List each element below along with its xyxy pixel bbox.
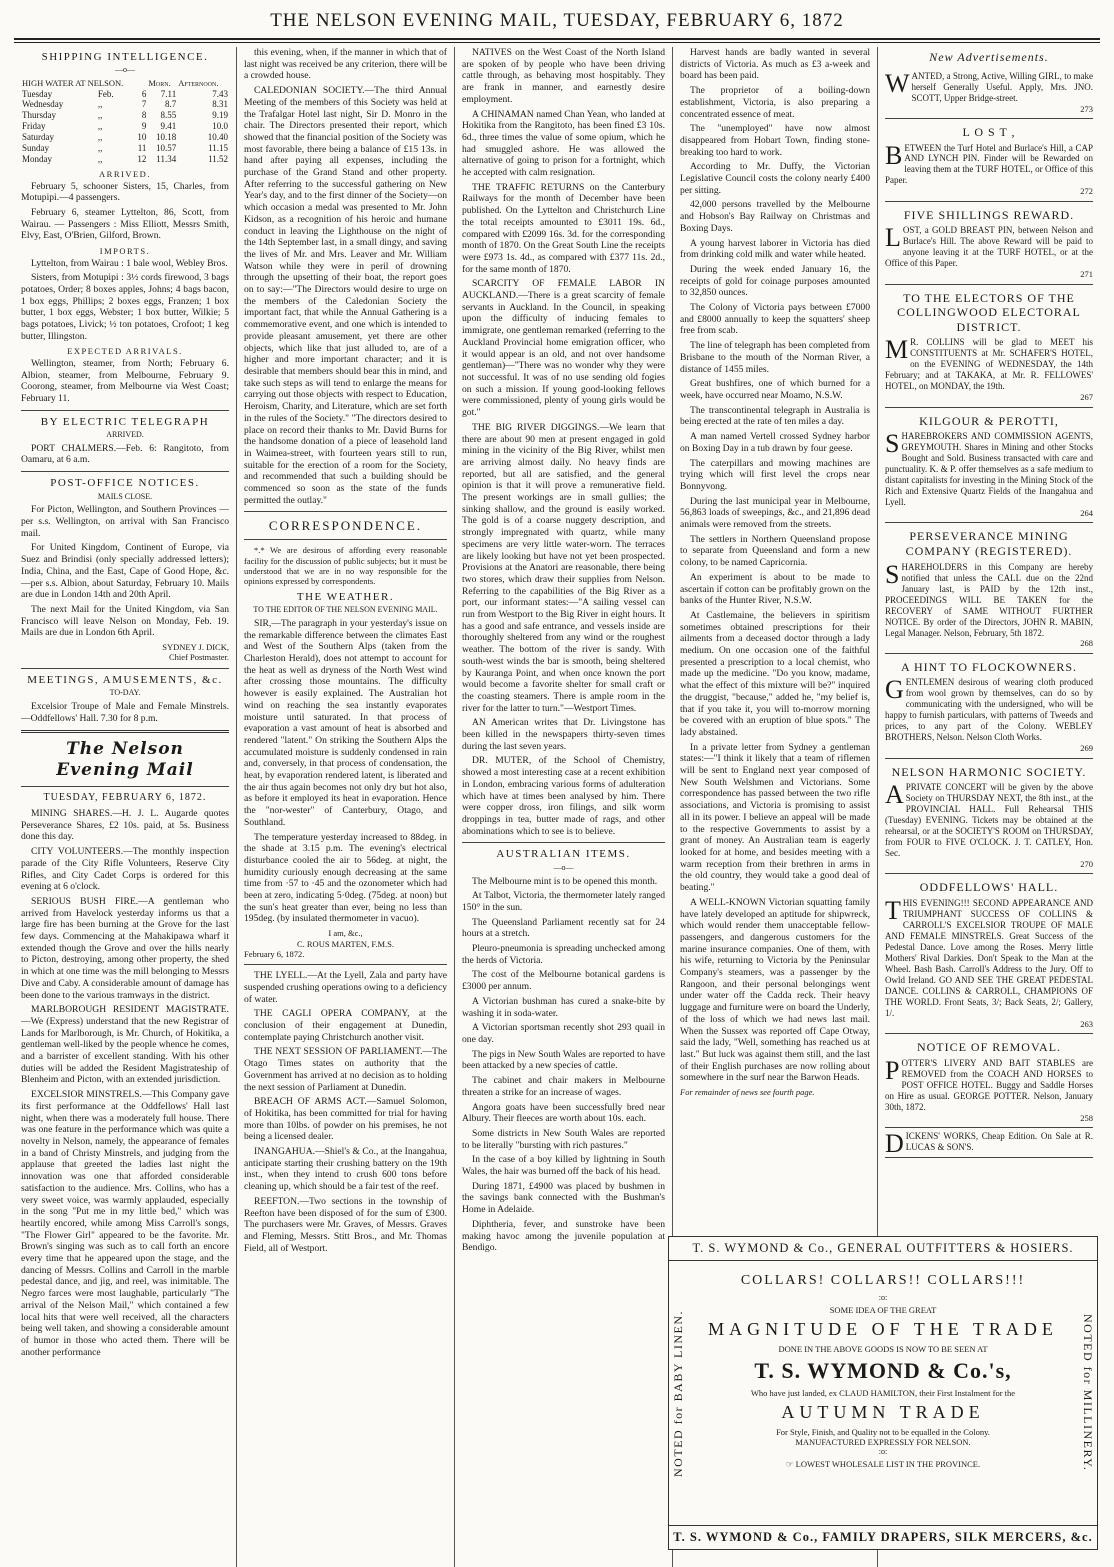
news-paragraph: The line of telegraph has been completed from Brisbane to the mouth of the Norman River, a distance of 1455 miles. (680, 340, 870, 375)
tide-cell: 8 (141, 110, 147, 121)
news-paragraph: The caterpillars and mowing machines are trying which will first level the crops near Bonnyvong. (680, 457, 870, 492)
letter-paragraph: The temperature yesterday increased to 88deg. in the shade at 3.15 p.m. The evening's electrical disturbance cooled the air to 56deg. at night, the humidity curiously enough decreasing at the same time from ·57 to ·45 and the ozonometer which had been at zero, indicating 5·0deg. (75deg. at noon) but the sun's heat greater than ever, being no less than 195deg. (by insulated thermometer in vacuo). (244, 831, 447, 925)
news-paragraph: At Castlemaine, the believers in spiritism sometimes obtained prescriptions for their ailments from a deceased doctor through a lady medium. On one occasion one of the faithful presented a prescription to a local chemist, who made up the medicine. "Do you know, madame, what the effect of this mixture will be?" inquired the druggist, "because," added he, "my belief is, that if you take it, you will to-morrow morning be covered with an eruption of blue spots." The lady abstained. (680, 609, 870, 738)
australian-item: At Talbot, Victoria, the thermometer lately ranged 150° in the sun. (462, 890, 665, 913)
tide-cell: ,, (97, 110, 103, 121)
advertisement-title: FIVE SHILLINGS REWARD. (903, 207, 1075, 222)
col3-articles (462, 47, 665, 837)
news-paragraph: A young harvest laborer in Victoria has died from drinking cold milk and water while heated. (680, 237, 870, 261)
post-notice: The next Mail for the United Kingdom, via San Francisco will leave Nelson on Monday, Feb. 19. Mails are due in London 6th April. (21, 603, 229, 639)
tide-row (21, 143, 229, 154)
col1-articles (21, 808, 229, 1358)
post-notice: For Picton, Wellington, and Southern Provinces —per s.s. Wellington, on arrival with San Francisco mail. (21, 504, 229, 539)
advertisement-number: 273 (1080, 103, 1093, 114)
news-paragraph: NATIVES on the West Coast of the North Island are spoken of by people who have been driving cattle through, as behaving most hospitably. They are frank in manner, and earnestly desire employment. (462, 47, 665, 105)
tide-cell: 7.43 (212, 88, 228, 99)
australian-item: A Victorian bushman has cured a snake-bite by washing it in soda-water. (462, 995, 665, 1019)
australian-item: A Victorian sportsman recently shot 293 quail in one day. (462, 1022, 665, 1045)
advertisement-title: NELSON HARMONIC SOCIETY. (891, 764, 1087, 779)
new-advertisements-heading: New Advertisements. (929, 50, 1049, 64)
news-paragraph: this evening, when, if the manner in which that of last night was received be any criterion, there will be a crowded house. (244, 47, 447, 82)
news-paragraph: In a private letter from Sydney a gentleman states:—"I think it likely that a team of riflemen will be sent to England next year composed of New South Welshmen and Victorians. Some correspondence has passed between the two rifle associations, and Victoria is promising to assist all in its power. I believe an appeal will be made to the respective Governments to assist by a grant of money. An Australian team is eagerly looked for at home, and besides meeting with a warm reception from their brethren in arms in the old country, they would take a good deal of beating." (680, 741, 870, 894)
news-paragraph: THE NEXT SESSION OF PARLIAMENT.—The Otago Times states on authority that the Government has arrived at no decision as to holding the next session of Parliament at Dunedin. (244, 1046, 447, 1093)
tide-header-cell: Morn. (148, 78, 171, 89)
tide-cell: 10.18 (155, 132, 177, 143)
news-paragraph: The Colony of Victoria pays between £7000 and £8000 annually to keep the squatters' sheep free from scab. (680, 302, 870, 337)
meetings-sub: TO-DAY. (109, 688, 141, 698)
advertisement (885, 1034, 1093, 1128)
advertisement (885, 523, 1093, 653)
advertisement-text: ETWEEN the Turf Hotel and Burlace's Hill, a CAP AND LYNCH PIN. Finder will be Rewarded on leaving them at the TURF HOTEL, or Office of this Paper. (885, 142, 1093, 186)
banner-idea: SOME IDEA OF THE GREAT (829, 1305, 937, 1315)
advertisement-body (885, 337, 1093, 392)
shipping-heading: SHIPPING INTELLIGENCE. (41, 51, 209, 63)
telegraph-text: PORT CHALMERS.—Feb. 6: Rangitoto, from Oamaru, at 6 a.m. (21, 442, 229, 466)
advertisement-title: TO THE ELECTORS OF THE COLLINGWOOD ELECTORAL DISTRICT. (897, 290, 1081, 334)
news-paragraph: An experiment is about to be made to ascertain if cotton can be profitably grown on the banks of the Hunter River, N.S.W. (680, 571, 870, 607)
import-entry: Sisters, from Motupipi : 3½ cords firewood, 3 bags potatoes, Order; 8 boxes apples, Johns; 4 bags bacon, 1 box eggs, Phillips; 2 boxes eggs, Franzen; 1 box butter, 1 box eggs, Webster; 1 box butter, Wilkie; 5 bags potatoes, Livick; ½ ton potatoes, Crofoot; 1 keg butter, Illingston. (21, 272, 229, 342)
advertisement-dropcap: A (885, 780, 904, 810)
tide-cell: Monday (22, 154, 52, 165)
banner-done: DONE IN THE ABOVE GOODS IS NOW TO BE SEEN AT (778, 1344, 988, 1354)
tide-cell: 10 (137, 132, 147, 143)
australian-item: In the case of a boy killed by lightning in South Wales, the hair was burned off the back of his head. (462, 1154, 665, 1178)
letter-paragraph: SIR,—The paragraph in your yesterday's issue on the remarkable difference between the climates East and West of the Southern Alps (taken from the Charleston Herald), does not attempt to account for the heat as well as dryness of the North West wind after crossing those mountains. The difficulty however is easily explained. The Australian hot wind on reaching the sea instantly evaporates moisture until saturated. In that process of evaporation a vast amount of heat is absorbed and rendered "latent." On striking the Southern Alps the accumulated moisture is suddenly condensed in rain and, conversely, in that process of condensation, the heat, by evaporation rendered latent, is liberated and the air thus again becomes not only dry but hot also, as before it employed its heat in evaporation. Hence the "nor-wester" of Canterbury, Otago, and Southland. (244, 617, 447, 828)
advertisement-dropcap: S (885, 559, 900, 589)
weather-to: TO THE EDITOR OF THE NELSON EVENING MAIL. (253, 605, 438, 615)
arrived-entry: February 6, steamer Lyttelton, 86, Scott, from Wairau. — Passengers : Miss Elliott, Messrs Smith, Elvy, East, O'Brien, Gilford, Brown. (21, 207, 229, 242)
advertisement-dropcap: B (885, 140, 903, 170)
tide-header-cell: Afternoon. (178, 78, 219, 89)
column-1: SHIPPING INTELLIGENCE. —o— HIGH WATER AT NELSON. Morn. Afternoon. Tuesday Feb. 6 7.11 7.43 Wednesday ,, 7 8.7 8.31 Thursday ,, 8 8.55 9.19 Friday ,, 9 9.41 10.0 Saturday ,, 10 10.18 10.40 Sunday ,, 11 10.57 11.15 Monday ,, 12 11.34 11.52 ARRIVED. February 5, schooner Sisters, 15, Charles, from Motupipi.—4 passengers. February 6, steamer Lyttelton, 86, Scott, from Wairau. — Passengers : Miss Elliott, Messrs Smith, Elvy, East, O'Brien, Gilford, Brown. IMPORTS. Lyttelton, from Wairau : 1 bale wool, Webley Bros. Sisters, from Motupipi : 3½ cords firewood, 3 bags potatoes, Order; 8 boxes apples, Johns; 4 bags bacon, 1 box eggs, Phillips; 2 boxes eggs, Franzen; 1 box butter, 1 box eggs, Webster; 1 box butter, Wilkie; 5 bags potatoes, Livick; ½ ton potatoes, Crofoot; 1 keg butter, Illingston. EXPECTED ARRIVALS. Wellington, steamer, from North; February 6. Albion, steamer, from Melbourne, February 9. Coorong, steamer, from Melbourne via West Coast; February 11. BY ELECTRIC TELEGRAPH ARRIVED. PORT CHALMERS.—Feb. 6: Rangitoto, from Oamaru, at 6 a.m. POST-OFFICE NOTICES. MAILS CLOSE. For Picton, Wellington, and Southern Provinces —per s.s. Wellington, on arrival with San Francisco mail. For United Kingdom, Continent of Europe, via Suez and Brindisi (only specially addressed letters); India, China, and the East, Cape of Good Hope, &c.—per s.s. Albion, about Saturday, February 10. Mails are due in London 14th and 20th April. The next Mail for the United Kingdom, via San Francisco will leave Nelson on Monday, Feb. 19. Mails are due in London 6th April. SYDNEY J. DICK, Chief Postmaster. MEETINGS, AMUSEMENTS, &c. TO-DAY. Excelsior Troupe of Male and Female Minstrels. —Oddfellows' Hall. 7.30 for 8 p.m. The Nelson Evening Mail TUESDAY, FEBRUARY 6, 1872. MINING SHARES.—H. J. L. Augarde quotes Perseverance Shares, £2 10s. paid, at 5s. Business done this day. CITY VOLUNTEERS.—The monthly inspection parade of the City Rifle Volunteers, Reserve City Rifles, and City Cadet Corps is ordered for this evening at 6 o'clock. SERIOUS BUSH FIRE.—A gentleman who arrived from Havelock yesterday informs us that a large fire has been burning at the Grove for the last few days. Commencing at the Mahakipawa wharf it extended though the Grove and over the hills nearly to Picton, destroying, among other property, the shed in which at one time was the mill belonging to Messrs Dive and Caby. A considerable amount of damage has been done to the various tramways in the district. MARLBOROUGH RESIDENT MAGISTRATE.—We (Express) understand that the new Registrar of Lands for Marlborough, is Mr. Church, of Hokitika, a gentleman well-liked by the people whence he comes, and a barrister of excellent standing. With his other duties will be added the Resident Magistrateship of Blenheim and Picton, with an extended jurisdiction. EXCELSIOR MINSTRELS.—This Company gave its first performance at the Oddfellows' Hall last night, when there was a moderately full house. There was one feature in the performance which was quite a novelty in Nelson, namely, the appearance of females in a band of Christy Minstrels, and judging from the applause that greeted the ladies last night the innovation was one that afforded considerable satisfaction to the audience. Mrs. Collins, who has a very sweet voice, was warmly applauded, especially in the song "Put me in my little bed," which was heartily encored, while among Miss Carroll's songs, "The Flower Girl" appeared to be the favorite. Mr. Brown's singing was such as to call forth an encore every time that he appeared upon the stage, and the dancing of Messrs. Collins and Carroll in the marble pedestal dance, and jig, and reel, was inimitable. The Negro farces were most laughable, particularly "The arrival of the Nelson Mail," which contained a few local hits that were well received, all the characters being well taken, and showing a considerable amount of humor in those who acted them. There will be another performance (14, 47, 237, 1567)
banner-body: COLLARS! COLLARS!! COLLARS!!! :o: SOME IDEA OF THE GREAT MAGNITUDE OF THE TRADE DONE IN THE ABOVE GOODS IS NOW TO BE SEEN AT T. S. WYMOND & Co.'s, Who have just landed, ex CLAUD HAMILTON, their First Instalment for the AUTUMN TRADE For Style, Finish, and Quality not to be equalled in the Colony. MANUFACTURED EXPRESSLY FOR NELSON. :o: ☞ LOWEST WHOLESALE LIST IN THE PROVINCE. (703, 1269, 1063, 1470)
advertisement-number: 258 (1080, 1112, 1093, 1123)
tide-cell: 10.0 (212, 121, 228, 132)
advertisements (885, 68, 1093, 1158)
australian-item: The cost of the Melbourne botanical gardens is £3000 per annum. (462, 969, 665, 993)
australian-items (462, 876, 665, 1254)
tide-cell: Tuesday (22, 88, 53, 99)
tide-cell: 6 (141, 88, 147, 99)
advertisement-dropcap: L (885, 223, 901, 253)
australian-item: Some districts in New South Wales are reported to be literally "bursting with rich pastures." (462, 1127, 665, 1151)
letter-date: February 6, 1872. (244, 948, 305, 959)
tide-cell: ,, (97, 132, 103, 143)
advertisement-text: ANTED, a Strong, Active, Willing GIRL, to make herself Generally Useful. Apply, Mrs. JNO. SCOTT, Upper Bridge-street. (911, 70, 1093, 103)
news-paragraph: CALEDONIAN SOCIETY.—The third Annual Meeting of the members of this Society was held at the Trafalgar Hotel last night, Sir D. Monro in the chair. The Directors presented their report, which showed that the financial position of the Society was most favorable, there being a balance of £15 13s. in hand after paying all expenses, including the purchase of the Grand Stand and other property. After referring to the successful gathering on New Year's day, and to the first dinner of the Society—on which occasion a medal was presented to Mr. John Kidson, as a recognition of his heroic and humane conduct in leaving the Lighthouse on the night of the 14th September last, in a small dingy, and saving the lives of Mr. and Mrs. Leaver and Mr. William Watson while they were in peril of drowning through the upsetting of their boat, the report goes on to say:—"The Directors would desire to urge on the members of the Caledonian Society the important fact, that while the Annual Gathering is a commemorative event, and one which is intended to provide pleasant amusement, yet there are other objects, which like that just alluded to, are of a higher and more important character; and it is desirable that members should bear this in mind, and take such steps as will tend to enlarge the means for carrying out those objects with respect to Education, Heroism, Charity, and Literature, which are set forth in the rules of the Society." "The directors desired to place on record their thanks to Mr. David Burns for the handsome donation of a piece of leasehold land in Waimea-street, with fourteen years still to run, suitable for the erection of a room for the Society, and recommended that such a building should be commenced so soon as the state of the funds permitted the outlay." (244, 85, 447, 506)
australian-item: The Queensland Parliament recently sat for 24 hours at a stretch. (462, 916, 665, 940)
australian-heading: AUSTRALIAN ITEMS. (496, 848, 631, 861)
news-paragraph: A WELL-KNOWN Victorian squatting family have lately developed an aptitude for shipwreck, which would render them unacceptable fellow-passengers, and dangerous customers for the marine insurance companies. One of them, with his wife, returning to Victoria by the Peninsular Company's steamers, was a passenger by the Rangoon, and their personal belongings went under water off the Cadda reck. Their heavy luggage and furniture were on board the Underly, of the loss of which we had news last mail. When the Sussex was reported off Cape Otway, said the lady, "Well, something has reached us at last." But luck was against them still, and the last of their English purchases are now rolling about somewhere in the surf near the Barwon Heads. (680, 896, 870, 1084)
news-paragraph: The settlers in Northern Queensland propose to separate from Queensland and form a new colony, to be named Capricornia. (680, 533, 870, 569)
news-paragraph: THE BIG RIVER DIGGINGS.—We learn that there are about 90 men at present engaged in gold mining in the vicinity of the Big River, whilst men are arriving almost daily. No heavy finds are reported, but all are satisfied, and the general opinion is that it will prove a remunerative field. The present workings are in small gullies; the sinking shallow, and the ground is easily worked. The gold is of a coarse nuggety description, and strongly impregnated with quartz, while many specimens are very little water-worn. The terraces are likely looking but have not yet been prospected. Provisions at the Anatori are reasonable, there being two stores, which draw their supplies from Nelson. Referring to the capabilities of the Big River as a port, our informant states:—"A sailing vessel can run from Westport to the Big River in eight hours. It has a good and safe entrance, and vessels inside are thoroughly sheltered from any wind or the roughest weather. The bottom of the river is sandy. With south-west winds the bar is smooth, being sheltered by Kauranga Point, and when once known the port would become a favorite shelter for small craft or the coasting steamers. There is ample room in the river for the latter to turn."—Westport Times. (462, 421, 665, 714)
advertisement-text: ENTLEMEN desirous of wearing cloth produced from wool grown by themselves, can do so by communicating with the undersigned, who will be happy to furnish particulars, with patterns of Tweeds and prices, to any part of the Colony. WEBLEY BROTHERS, Nelson. Nelson Cloth Works. (885, 677, 1093, 743)
advertisement-body (885, 140, 1093, 187)
weather-letter (244, 618, 447, 925)
advertisement-body (885, 225, 1093, 269)
letter-sign-1: I am, &c., (328, 928, 363, 939)
tide-cell: 8.55 (160, 110, 177, 121)
letter-sign-2: C. ROUS MARTEN, F.M.S. (296, 938, 395, 949)
advertisement (885, 874, 1093, 1034)
tide-cell: 11.52 (208, 154, 228, 165)
tide-row (21, 110, 229, 121)
news-paragraph: The transcontinental telegraph in Australia is being erected at the rate of ten miles a day. (680, 404, 870, 428)
advertisement-body (885, 1128, 1093, 1158)
news-paragraph: MARLBOROUGH RESIDENT MAGISTRATE.—We (Express) understand that the new Registrar of Lands for Marlborough, is Mr. Church, of Hokitika, a gentleman well-liked by the people whence he comes, and a barrister of excellent standing. With his other duties will be added the Resident Magistrateship of Blenheim and Picton, with an extended jurisdiction. (21, 1004, 229, 1086)
tide-cell: Thursday (22, 110, 56, 121)
advertisement-text: OST, a GOLD BREAST PIN, between Nelson and Burlace's Hill. The above Reward will be paid to anyone leaving it at the TURF HOTEL, or at the Office of this Paper. (885, 225, 1093, 269)
advertisement-body (885, 782, 1093, 859)
paper-title: The Nelson Evening Mail (56, 739, 194, 781)
col2-articles-bottom (244, 970, 447, 1254)
expected-arrivals: Wellington, steamer, from North; February 6. Albion, steamer, from Melbourne, February 9. Coorong, steamer, from Melbourne via West Coast; February 11. (21, 357, 229, 404)
col4-articles (680, 47, 870, 1084)
arrived-list (21, 181, 229, 243)
tide-cell: 10.40 (207, 132, 228, 143)
australian-item: The pigs in New South Wales are reported to have been attacked by a new species of cattle. (462, 1048, 665, 1072)
advertisement (885, 759, 1093, 875)
advertisement-body (885, 677, 1093, 743)
banner-manufactured: MANUFACTURED EXPRESSLY FOR NELSON. (795, 1437, 971, 1447)
news-paragraph: THE CAGLI OPERA COMPANY, at the conclusion of their engagement at Dunedin, contemplate paying Christchurch another visit. (244, 1008, 447, 1043)
advertisement-text: HAREHOLDERS in this Company are hereby notified that unless the CALL due on the 22nd January last, is PAID by the 12th inst., PROCEEDINGS WILL BE TAKEN for the RECOVERY of SAME WITHOUT FURTHER NOTICE. By order of the Directors, JOHN R. MABIN, Legal Manager. Nelson, February, 5th 1872. (885, 561, 1093, 638)
telegraph-sub: ARRIVED. (106, 430, 144, 440)
news-paragraph: SCARCITY OF FEMALE LABOR IN AUCKLAND.—There is a great scarcity of female servants in Auckland. In the Council, in speaking upon the difficulty of inducing females to immigrate, one gentleman remarked (referring to the Auckland Provincial home emigration officer, who it would appear is an old, and not over handsome gentleman)—"There was no wonder why they were not successful. It was of no use sending old fogies on such a mission. If young good-looking fellows were commissioned, plenty of young girls would be got." (462, 278, 665, 419)
news-paragraph: A man named Vertell crossed Sydney harbor on Boxing Day in a tub drawn by four geese. (680, 431, 870, 454)
news-paragraph: REEFTON.—Two sections in the township of Reefton have been disposed of for the sum of £300. The purchasers were Mr. Graves, of Messrs. Graves and Fleming, Messrs. Stitt Bros., and Mr. Thomas Field, all of Westport. (244, 1195, 447, 1254)
tide-cell: ,, (97, 143, 103, 154)
news-paragraph: During the last municipal year in Melbourne, 56,863 loads of sweepings, &c., and 21,896 dead animals were removed from the streets. (680, 495, 870, 531)
tide-cell: ,, (97, 99, 103, 110)
wymond-banner-ad (668, 1236, 1098, 1550)
australian-item: Diphtheria, fever, and sunstroke have been making havoc among the juvenile population at Bendigo. (462, 1218, 665, 1254)
tide-cell: Sunday (22, 143, 49, 154)
australian-item: Pleuro-pneumonia is spreading unchecked among the herds of Victoria. (462, 943, 665, 966)
meetings-heading: MEETINGS, AMUSEMENTS, &c. (27, 673, 223, 686)
banner-right-side: NOTED for MILLINERY. (1081, 1314, 1095, 1472)
tide-cell: 7.11 (160, 88, 177, 99)
news-paragraph: MINING SHARES.—H. J. L. Augarde quotes Perseverance Shares, £2 10s. paid, at 5s. Business done this day. (21, 808, 229, 843)
column-3: NATIVES on the West Coast of the North Island are spoken of by people who have been driving cattle through, as behaving most hospitably. They are frank in manner, and earnestly desire employment. A CHINAMAN named Chan Yean, who landed at Hokitika from the Rangitoto, has been fined £3 10s. 6d., three times the value of some opium, which he had smuggled ashore. He was allowed the alternative of going to prison for a fortnight, which he accepted with calm resignation. THE TRAFFIC RETURNS on the Canterbury Railways for the month of December have been published. On the Lyttelton and Christchurch Line the total receipts amounted to £3011 19s. 6d., compared with £2099 16s. 3d. for the corresponding month of 1870. On the Great South Line the receipts were £973 1s. 4d., as compared with £377 11s. 2d., for the same month of 1870. SCARCITY OF FEMALE LABOR IN AUCKLAND.—There is a great scarcity of female servants in Auckland. In the Council, in speaking upon the difficulty of inducing females to immigrate, one gentleman remarked (referring to the Auckland Provincial home emigration officer, who it would appear is an old, and not over handsome gentleman)—"There was no wonder why they were not successful. It was of no use sending old fogies on such a mission. If young good-looking fellows were commissioned, plenty of young girls would be got." THE BIG RIVER DIGGINGS.—We learn that there are about 90 men at present engaged in gold mining in the vicinity of the Big River, whilst men are arriving almost daily. No heavy finds are reported, but all are satisfied, and the general opinion is that it will prove a remunerative field. The present workings are in small gullies; the sinking shallow, and the ground is easily worked. The gold is of a coarse nuggety description, and strongly impregnated with quartz, while many specimens are very little water-worn. The terraces are likely looking but have not yet been prospected. Provisions at the Anatori are reasonable, there being two stores, which draw their supplies from Nelson. Referring to the capabilities of the Big River as a port, our informant states:—"A sailing vessel can run from Westport to the Big River in eight hours. It has a good and safe entrance, and vessels inside are thoroughly sheltered from any wind or the roughest weather. The bottom of the river is sandy. With south-west winds the bar is smooth, being sheltered by Kauranga Point, and when once known the port would become a favorite shelter for small craft or the coasting steamers. There is ample room in the river for the latter to turn."—Westport Times. AN American writes that Dr. Livingstone has been killed in the newspapers thirty-seven times during the last seven years. DR. MUTER, of the School of Chemistry, showed a most interesting case at a recent exhibition in London, embracing various forms of adulteration which have at times been analysed by him. There were copper dross, iron filings, and silk worm droppings in tea, butter made of rags, and other abominations which to see is to believe. AUSTRALIAN ITEMS. —o— The Melbourne mint is to be opened this month. At Talbot, Victoria, the thermometer lately ranged 150° in the sun. The Queensland Parliament recently sat for 24 hours at a stretch. Pleuro-pneumonia is spreading unchecked among the herds of Victoria. The cost of the Melbourne botanical gardens is £3000 per annum. A Victorian bushman has cured a snake-bite by washing it in soda-water. A Victorian sportsman recently shot 293 quail in one day. The pigs in New South Wales are reported to have been attacked by a new species of cattle. The cabinet and chair makers in Melbourne threaten a strike for an increase of wages. Angora goats have been successfully bred near Albury. Their fleeces are worth about 10s. each. Some districts in New South Wales are reported to be literally "bursting with rich pastures." In the case of a boy killed by lightning in South Wales, the hair was burned off the back of his head. During 1871, £4900 was placed by bushmen in the savings bank connected with the Bushman's Home in Adelaide. Diphtheria, fever, and sunstroke have been making havoc among the juvenile population at Bendigo. (455, 47, 673, 1567)
tide-cell: 11.15 (208, 143, 228, 154)
footnote: For remainder of news see fourth page. (680, 1087, 815, 1098)
news-paragraph: According to Mr. Duffy, the Victorian Legislative Council costs the colony nearly £400 per sitting. (680, 161, 870, 196)
advertisement-title: NOTICE OF REMOVAL. (916, 1040, 1062, 1055)
news-paragraph: EXCELSIOR MINSTRELS.—This Company gave its first performance at the Oddfellows' Hall last night, when there was a moderately full house. There was one feature in the performance which was quite a novelty in Nelson, namely, the appearance of females in a band of Christy Minstrels, and judging from the applause that greeted the ladies last night the innovation was one that afforded considerable satisfaction to the audience. Mrs. Collins, who has a very sweet voice, was warmly applauded, especially in the song "Put me in my little bed," which was heartily encored, while among Miss Carroll's songs, "The Flower Girl" appeared to be the favorite. Mr. Brown's singing was such as to call forth an encore every time that he appeared upon the stage, and the dancing of Messrs. Collins and Carroll in the marble pedestal dance, and jig, and reel, was inimitable. The Negro farces were most laughable, particularly "The arrival of the Nelson Mail," which contained a few local hits that were well received, all the characters being well taken, and showing a considerable amount of humor in those who acted them. There will be another performance (21, 1089, 229, 1358)
tide-cell: 7 (141, 99, 147, 110)
col2-articles-top (244, 47, 447, 506)
advertisement-text: HAREBROKERS AND COMMISSION AGENTS, GREYMOUTH. Shares in Mining and other Stocks Bought and Sold. Business transacted with care and punctuality. K. & P. offer themselves as a safe medium to distant capitalists for investing in the Mining Stock of the Rich and Extensive Quartz Fields of the Inangahua and Lyell. (885, 431, 1093, 508)
advertisement (885, 285, 1093, 408)
tide-row (21, 99, 229, 110)
advertisement-title: L O S T , (962, 124, 1016, 139)
post-list (21, 504, 229, 639)
tide-cell: Friday (22, 121, 46, 132)
news-paragraph: Great bushfires, one of which burned for a week, have occurred near Moamo, N.S.W. (680, 378, 870, 401)
advertisement-dropcap: M (885, 335, 909, 365)
advertisement-text: PRIVATE CONCERT will be given by the above Society on THURSDAY NEXT, the 8th inst., at the PROVINCIAL HALL. Full Rehearsal THIS (Tuesday) EVENING. Tickets may be obtained at the rehearsal, or at the SOCIETY'S ROOM on THURSDAY, from FOUR to FIVE O'CLOCK. J. T. CATLEY, Hon. Sec. (885, 782, 1093, 859)
advertisement-dropcap: T (885, 896, 901, 926)
correspondence-heading: CORRESPONDENCE. (268, 518, 423, 534)
imports-heading: IMPORTS. (99, 246, 151, 257)
arrived-heading: ARRIVED. (99, 169, 151, 180)
advertisement (885, 408, 1093, 524)
banner-name: T. S. WYMOND & Co.'s, (754, 1358, 1012, 1383)
news-paragraph: 42,000 persons travelled by the Melbourne and Hobson's Bay Railway on Christmas and Boxing Days. (680, 199, 870, 234)
tide-cell: ,, (97, 154, 103, 165)
tide-cell: 9 (141, 121, 147, 132)
advertisement-text: HIS EVENING!!! SECOND APPEARANCE AND TRIUMPHANT SUCCESS OF COLLINS & CARROLL'S EXCELSIOR TROUPE OF MALE AND FEMALE MINSTRELS. Great Success of the Pedestal Dance. Love among the Roses. Merry little Mothers' Rival Darkies. Don't Speak to the Man at the Wheel. Bash Bash. Carroll's Address to the Jury. Off to Owld Ireland. GO AND SEE THE GREAT PEDESTAL DANCE. COLLINS & CARROLL, CHAMPIONS OF THE WORLD. Front Seats, 3/; Back Seats, 2/; Gallery, 1/. (885, 898, 1093, 1018)
import-entry: Lyttelton, from Wairau : 1 bale wool, Webley Bros. (31, 257, 228, 269)
news-paragraph: INANGAHUA.—Shiel's & Co., at the Inangahua, anticipate starting their crushing battery on the 19th inst., when they intend to crush 600 tons before cleaning up, which should be a fair test of the reef. (244, 1146, 447, 1193)
advertisement-body (885, 898, 1093, 1019)
advertisement-number: 272 (1080, 186, 1093, 197)
correspondence-note: *.* We are desirous of affording every reasonable facility for the discussion of public subjects; but it must be understood that we are in no way responsible for the opinions expressed by correspondents. (244, 545, 447, 587)
advertisement-dropcap: W (885, 68, 910, 98)
advertisement-dropcap: P (885, 1055, 900, 1085)
advertisement-number: 267 (1080, 392, 1093, 403)
news-paragraph: Harvest hands are badly wanted in several districts of Victoria. As much as £3 a-week and board has been paid. (680, 47, 870, 82)
tide-row (21, 154, 229, 165)
tide-cell: 9.41 (160, 121, 177, 132)
banner-top: T. S. WYMOND & Co., GENERAL OUTFITTERS & HOSIERS. (669, 1237, 1097, 1261)
advertisement-body (885, 559, 1093, 639)
news-paragraph: BREACH OF ARMS ACT.—Samuel Solomon, of Hokitika, has been committed for trial for having more than 10lbs. of powder on his premises, he not being a licensed dealer. (244, 1096, 447, 1143)
advertisement-number: 271 (1080, 269, 1093, 280)
news-paragraph: The "unemployed" have now almost disappeared from Hobart Town, finding stone-breaking too hard to work. (680, 123, 870, 158)
banner-list: ☞ LOWEST WHOLESALE LIST IN THE PROVINCE. (785, 1459, 981, 1469)
advertisement (885, 654, 1093, 759)
news-paragraph: CITY VOLUNTEERS.—The monthly inspection parade of the City Rifle Volunteers, Reserve City Rifles, and City Cadet Corps is ordered for this evening at 6 o'clock. (21, 846, 229, 893)
advertisement-number: 269 (1080, 743, 1093, 754)
advertisement-title: PERSEVERANCE MINING COMPANY (REGISTERED). (905, 529, 1073, 559)
australian-item: The Melbourne mint is to be opened this month. (472, 875, 658, 887)
post-sub: MAILS CLOSE. (97, 491, 153, 501)
imports-list (21, 258, 229, 343)
advertisement (885, 68, 1093, 119)
post-heading: POST-OFFICE NOTICES. (50, 477, 200, 490)
advertisement-text: OTTER'S LIVERY AND BAIT STABLES are REMOVED from the COACH AND HORSES to POST OFFICE HOTEL. Buggy and Saddle Horses on Hire as usual. GEORGE POTTER. Nelson, January 30th, 1872. (885, 1057, 1093, 1112)
banner-landed: Who have just landed, ex CLAUD HAMILTON, their First Instalment for the (750, 1388, 1016, 1398)
tide-cell: Wednesday (22, 99, 64, 110)
banner-autumn: AUTUMN TRADE (781, 1402, 985, 1422)
tide-cell: 9.19 (212, 110, 228, 121)
advertisement-dropcap: D (885, 1128, 904, 1158)
news-paragraph: DR. MUTER, of the School of Chemistry, showed a most interesting case at a recent exhibition in London, embracing various forms of adulteration which have at times been analysed by him. There were copper dross, iron filings, and silk worm droppings in tea, butter made of rags, and other abominations which to see is to believe. (462, 755, 665, 837)
advertisement (885, 202, 1093, 285)
tide-cell: 12 (137, 154, 147, 165)
telegraph-heading: BY ELECTRIC TELEGRAPH (40, 415, 210, 428)
news-paragraph: A CHINAMAN named Chan Yean, who landed at Hokitika from the Rangitoto, has been fined £3 10s. 6d., three times the value of some opium, which he had smuggled ashore. He was allowed the alternative of going to prison for a fortnight, which he accepted with calm resignation. (462, 108, 665, 179)
post-signature-title: Chief Postmaster. (169, 652, 229, 663)
advertisement-title: A HINT TO FLOCKOWNERS. (900, 659, 1077, 674)
banner-collars: COLLARS! COLLARS!! COLLARS!!! (740, 1273, 1026, 1288)
tide-row (21, 132, 229, 143)
masthead: THE NELSON EVENING MAIL, TUESDAY, FEBRUARY 6, 1872 (270, 10, 844, 31)
banner-style: For Style, Finish, and Quality not to be equalled in the Colony. (776, 1427, 990, 1437)
banner-magnitude: MAGNITUDE OF THE TRADE (708, 1319, 1058, 1339)
tide-cell: 11.34 (156, 154, 177, 165)
tide-cell: 10.57 (155, 143, 177, 154)
tide-cell: 8.31 (212, 99, 228, 110)
tide-row (21, 121, 229, 132)
advertisement-text: R. COLLINS will be glad to MEET his CONSTITUENTS at Mr. SCHAFER'S HOTEL, on the EVENING of WEDNESDAY, the 14th February; and at TAKAKA, at Mr. R. FELLOWES' HOTEL, on MONDAY, the 19th. (885, 337, 1093, 392)
advertisement-title: ODDFELLOWS' HALL. (919, 880, 1059, 895)
advertisement-number: 263 (1080, 1018, 1093, 1029)
news-paragraph: SERIOUS BUSH FIRE.—A gentleman who arrived from Havelock yesterday informs us that a large fire has been burning at the Grove for the last few days. Commencing at the Mahakipawa wharf it extended though the Grove and over the hills nearly to Picton, destroying, among other property, the shed in which at one time was the mill belonging to Messrs Dive and Caby. A considerable amount of damage has been done to the various tramways in the district. (21, 895, 229, 1001)
news-paragraph: During the week ended January 16, the receipts of gold for coinage purposes amounted to 32,850 ounces. (680, 263, 870, 299)
tide-cell: 8.7 (164, 99, 177, 110)
advertisement (885, 1128, 1093, 1158)
advertisement (885, 119, 1093, 202)
advertisement-title: KILGOUR & PEROTTI, (919, 413, 1059, 428)
weather-heading: THE WEATHER. (296, 590, 395, 603)
tide-table (21, 78, 229, 165)
tide-cell: Saturday (22, 132, 54, 143)
tide-cell: 11 (137, 143, 147, 154)
arrived-entry: February 5, schooner Sisters, 15, Charles, from Motupipi.—4 passengers. (21, 180, 229, 204)
expected-heading: EXPECTED ARRIVALS. (67, 346, 183, 357)
tide-cell: ,, (97, 121, 103, 132)
advertisement-body (885, 1055, 1093, 1113)
tide-header-cell: HIGH WATER AT NELSON. (22, 78, 124, 89)
news-paragraph: AN American writes that Dr. Livingstone has been killed in the newspapers thirty-seven times during the last seven years. (462, 717, 665, 752)
date-line: TUESDAY, FEBRUARY 6, 1872. (43, 791, 207, 803)
news-paragraph: THE LYELL.—At the Lyell, Zala and party have suspended crushing operations owing to a deficiency of water. (244, 970, 448, 1005)
australian-item: The cabinet and chair makers in Melbourne threaten a strike for an increase of wages. (462, 1075, 665, 1098)
banner-left-side: NOTED for BABY LINEN. (671, 1309, 685, 1477)
advertisement-dropcap: S (885, 429, 900, 459)
advertisement-body (885, 68, 1093, 104)
post-signature: SYDNEY J. DICK, (162, 642, 229, 653)
advertisement-number: 264 (1080, 508, 1093, 519)
australian-item: During 1871, £4900 was placed by bushmen in the savings bank connected with the Bushman's Home in Adelaide. (462, 1180, 665, 1216)
advertisement-text: ICKENS' WORKS, Cheap Edition. On Sale at R. LUCAS & SON'S. (905, 1130, 1093, 1152)
masthead-rule (14, 38, 1100, 43)
news-paragraph: THE TRAFFIC RETURNS on the Canterbury Railways for the month of December have been published. On the Lyttelton and Christchurch Line the total receipts amounted to £3011 19s. 6d., compared with £2099 16s. 3d. for the corresponding month of 1870. On the Great South Line the receipts were £973 1s. 4d., as compared with £377 11s. 2d., for the same month of 1870. (462, 181, 665, 275)
meetings-text: Excelsior Troupe of Male and Female Minstrels. —Oddfellows' Hall. 7.30 for 8 p.m. (21, 700, 229, 724)
advertisement-body (885, 431, 1093, 508)
tide-cell: Feb. (97, 88, 114, 99)
advertisement-number: 268 (1080, 638, 1093, 649)
news-paragraph: The proprietor of a boiling-down establishment, Victoria, is also preparing a concentrated essence of meat. (680, 85, 870, 120)
australian-item: Angora goats have been successfully bred near Albury. Their fleeces are worth about 10s. each. (462, 1101, 665, 1125)
advertisement-dropcap: G (885, 675, 904, 705)
pointing-hand-icon: ☞ (785, 1459, 794, 1469)
column-2 (237, 47, 455, 1567)
advertisement-number: 270 (1080, 859, 1093, 870)
banner-bottom: T. S. WYMOND & Co., FAMILY DRAPERS, SILK MERCERS, &c. (669, 1525, 1097, 1549)
tide-row (21, 89, 229, 100)
post-notice: For United Kingdom, Continent of Europe, via Suez and Brindisi (only specially addressed letters); India, China, and the East, Cape of Good Hope, &c.—per s.s. Albion, about Saturday, February 10. Mails are due in London 14th and 20th April. (21, 542, 229, 601)
